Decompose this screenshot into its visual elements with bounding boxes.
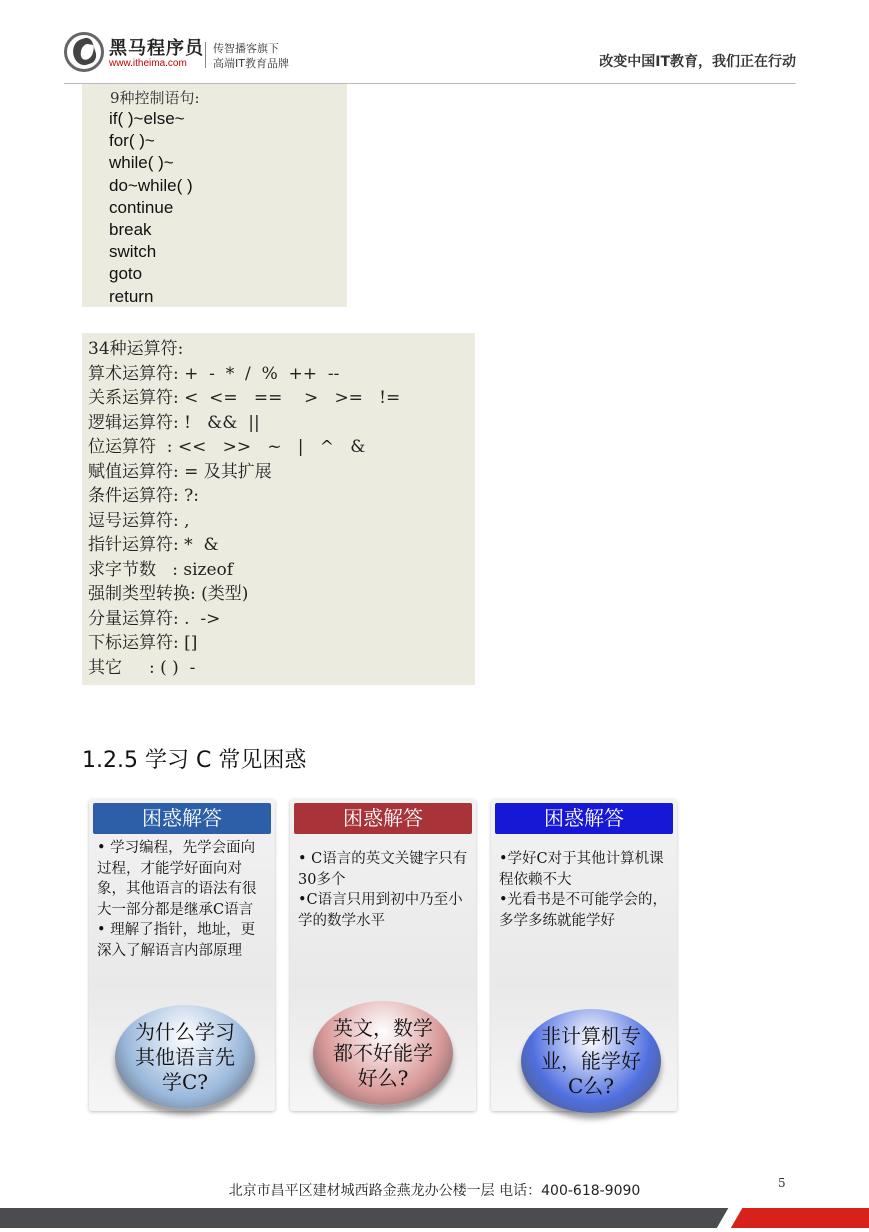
list-item: continue <box>109 197 174 217</box>
control-statements-list <box>109 108 193 308</box>
card-line: • 学习编程，先学会面向过程，才能学好面向对象，其他语言的语法有很大一部分都是继承C语言 <box>97 840 257 918</box>
list-item: break <box>109 220 152 240</box>
faq-card-2 <box>290 799 476 1111</box>
card-header: 困惑解答 <box>294 803 472 834</box>
card-line: • 理解了指针，地址，更深入了解语言内部原理 <box>97 922 256 959</box>
list-item: 赋值运算符: = 及其扩展 <box>88 461 272 482</box>
header-slogan: 改变中国IT教育，我们正在行动 <box>599 54 796 70</box>
list-item: do~while( ) <box>109 175 193 195</box>
list-item: switch <box>109 242 157 262</box>
list-item: 关系运算符: < <= == > >= != <box>88 388 401 408</box>
question-oval <box>521 1009 661 1113</box>
card-body <box>97 838 269 961</box>
card-line: • C语言的英文关键字只有30多个 <box>298 851 468 888</box>
card-body <box>499 849 671 931</box>
question-text: 为什么学习其他语言先学C? <box>135 1019 235 1094</box>
control-statements-title: 9种控制语句: <box>110 89 200 107</box>
question-text: 非计算机专业，能学好C么? <box>541 1023 641 1098</box>
list-item: 条件运算符: ?: <box>88 486 199 506</box>
list-item: 位运算符 : << >> ~ | ^ & <box>88 437 366 457</box>
card-body <box>298 849 470 931</box>
list-item: 下标运算符: [] <box>88 633 198 653</box>
card-line: •学好C对于其他计算机课程依赖不大 <box>499 851 664 888</box>
card-header: 困惑解答 <box>93 803 271 834</box>
list-item: 其它 : ( ) - <box>88 657 196 678</box>
list-item: 分量运算符: . -> <box>88 608 221 629</box>
list-item: 算术运算符: + - * / % ++ -- <box>88 363 340 384</box>
list-item: 指针运算符: * & <box>88 535 219 555</box>
control-statements-box <box>82 84 347 307</box>
question-oval <box>115 1005 255 1109</box>
footer-accent <box>728 1208 869 1228</box>
logo-subtitle-2: 高端IT教育品牌 <box>213 57 289 70</box>
operators-list <box>88 337 400 680</box>
list-item: if( )~else~ <box>109 109 185 128</box>
list-item: goto <box>109 264 143 284</box>
faq-card-1 <box>89 799 275 1111</box>
logo-url: www.itheima.com <box>109 58 187 69</box>
faq-card-3 <box>491 799 677 1111</box>
section-heading: 1.2.5 学习 C 常见困惑 <box>82 748 307 773</box>
question-text: 英文，数学都不好能学好么? <box>333 1015 433 1090</box>
logo-subtitle-1: 传智播客旗下 <box>213 42 279 55</box>
card-line: •光看书是不可能学会的，多学多练就能学好 <box>499 892 668 929</box>
list-item: 34种运算符: <box>88 339 184 359</box>
footer-address: 北京市昌平区建材城西路金燕龙办公楼一层 电话：400-618-9090 <box>228 1183 641 1199</box>
question-oval <box>313 1001 453 1105</box>
list-item: 求字节数 : sizeof <box>88 559 234 580</box>
card-line: •C语言只用到初中乃至小学的数学水平 <box>298 892 463 929</box>
page-number: 5 <box>778 1176 786 1190</box>
card-header: 困惑解答 <box>495 803 673 834</box>
horse-logo-icon <box>64 32 104 72</box>
logo-divider <box>205 42 206 68</box>
page-header <box>0 0 869 84</box>
list-item: for( )~ <box>109 131 155 151</box>
logo-name: 黑马程序员 <box>109 38 204 59</box>
list-item: while( )~ <box>109 153 174 173</box>
list-item: return <box>109 286 154 306</box>
list-item: 逗号运算符: , <box>88 510 190 531</box>
list-item: 强制类型转换: (类型) <box>88 584 249 604</box>
operators-box <box>82 333 475 685</box>
list-item: 逻辑运算符: ! && || <box>88 412 260 433</box>
